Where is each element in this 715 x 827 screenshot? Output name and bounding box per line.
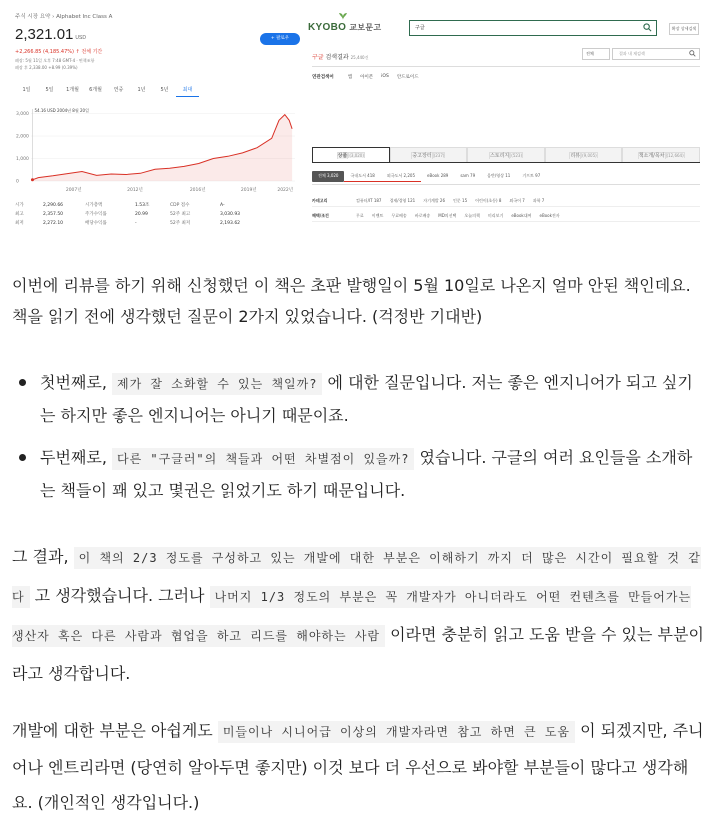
divider [312, 66, 700, 67]
filter-option[interactable]: 인문 15 [453, 198, 468, 203]
x-tick-label: 2012년 [127, 188, 143, 193]
text: 이 되겠지만, 주니어나 엔트리라면 (당연히 알아두면 좋지만) 이것 보다 더 우선으로 봐야할 부분들이 많다고 생각해요. (개인적인 생각입니다.) [12, 721, 704, 812]
stats-cell: 52주 최저 [170, 221, 191, 226]
tab-4[interactable] [545, 147, 623, 162]
tab-2[interactable] [390, 147, 468, 162]
tab-1[interactable] [312, 147, 390, 162]
filter-options [356, 195, 544, 206]
x-tick-label: 2007년 [65, 188, 82, 193]
tab-label: 책소개/목차 [638, 153, 665, 159]
text: 두번째로, [40, 448, 112, 467]
range-tabs [15, 86, 199, 97]
filter-option[interactable]: 자기계발 26 [423, 198, 446, 203]
related-keywords [312, 74, 419, 80]
stock-stats-table [15, 201, 300, 228]
stats-cell: 배당수익률 [85, 221, 107, 226]
price-change: +2,266.85 (4,185.47%) ↑ 전체 기간 [15, 49, 103, 55]
stats-cell: 최저 [15, 221, 24, 226]
stats-cell: 2,290.66 [43, 203, 64, 208]
inline-code: 이 책의 2/3 정도를 구성하고 있는 개발에 대한 부분은 이해하기 까지 더 많은 시간이 필요할 것 같다 [12, 547, 701, 608]
filter-label: 혜택/조건 [312, 213, 329, 218]
kyobo-logo[interactable] [308, 22, 381, 33]
price-currency: USD [75, 35, 86, 41]
question-list [12, 367, 704, 431]
sub-tab[interactable]: 기프트 97 [522, 173, 541, 178]
chart-tooltip: 54.16 USD 2004년 8월 20일 [34, 108, 89, 113]
screenshot-row [0, 0, 715, 237]
intro-paragraph: 이번에 리뷰를 하기 위해 신청했던 이 책은 초판 발행일이 5월 10일로 나온지 얼마 안된 책인데요. 책을 읽기 전에 생각했던 질문이 2가지 있었습니다. (걱정반 기대반) [12, 276, 691, 326]
result-title [312, 52, 368, 61]
filter-option[interactable]: 이벤트 [371, 213, 384, 218]
divider [312, 184, 700, 185]
kyobo-search-image [306, 8, 703, 230]
follow-button[interactable]: + 팔로우 [260, 33, 300, 45]
stats-cell: CDP 점수 [170, 203, 190, 208]
related-keyword-link[interactable]: 안드로이드 [396, 75, 419, 80]
filter-options [356, 210, 560, 221]
stats-cell: 3,030.93 [220, 212, 241, 217]
text: 이라면 충분히 읽고 도움 받을 수 있는 부분이라고 생각합니다. [12, 625, 704, 683]
in-result-placeholder: 결과 내 재검색 [619, 51, 645, 56]
range-tab[interactable]: 5일 [45, 87, 54, 93]
benefit-filter [312, 210, 700, 222]
tab-count: (523) [511, 153, 523, 158]
price-value: 2,321.01 [15, 26, 74, 43]
x-tick-label: 2019년 [240, 188, 257, 193]
detail-search-button[interactable]: 확장 상세검색 [669, 23, 699, 35]
stock-breadcrumb: 주식 시장 요약 › Alphabet Inc Class A [15, 14, 113, 20]
filter-option[interactable]: 경제/경영 121 [389, 198, 416, 203]
x-tick-label: 2016년 [189, 188, 206, 193]
filter-option[interactable]: 미리보기 [487, 213, 504, 218]
in-result-search-input[interactable] [612, 48, 700, 60]
logo-text: KYOBO [308, 22, 347, 33]
after-hours-info: 폐장 후 2,338.00 +8.99 (0.39%) [15, 65, 78, 70]
text: 고 생각했습니다. 그러나 [29, 586, 210, 605]
text: 첫번째로, [40, 373, 112, 392]
result-label: 검색결과 [323, 54, 349, 61]
filter-option[interactable]: eBook전자 [539, 213, 560, 218]
stats-row [15, 219, 300, 228]
inline-code: 나머지 1/3 정도의 부분은 꼭 개발자가 아니더라도 어떤 컨텐츠를 만들어가는 생산자 혹은 다른 사람과 협업을 하고 리드를 해야하는 사람 [12, 586, 691, 647]
tab-label: 리뷰 [570, 153, 581, 159]
search-icon[interactable] [643, 23, 652, 32]
stats-cell: 20.99 [135, 212, 148, 217]
tab-count: (3,020) [349, 153, 364, 158]
leaf-logo-icon [338, 12, 348, 20]
stats-cell: 52주 최고 [170, 212, 191, 217]
category-filter [312, 195, 700, 207]
result-paragraph [12, 538, 704, 692]
sub-tab[interactable]: 외국도서 2,205 [381, 171, 421, 182]
list-item [12, 367, 704, 431]
kyobo-search-input[interactable] [409, 20, 657, 36]
filter-option[interactable]: 무료배송 [391, 213, 407, 218]
tab-label: 상품 [337, 153, 348, 159]
stock-summary-image [12, 8, 304, 230]
y-tick-label: 0 [16, 179, 19, 185]
stats-row [15, 210, 300, 219]
filter-option[interactable]: MD의선택 [438, 213, 457, 218]
text: 에 대한 질문입니다. 저는 좋은 엔지니어가 되고 싶기는 하지만 좋은 엔지니어는 아니기 때문이죠. [40, 373, 693, 425]
sub-tab[interactable]: 음반/영상 11 [487, 173, 511, 178]
list-item [12, 442, 704, 506]
stock-price [15, 26, 86, 43]
related-keyword-link[interactable]: 아이폰 [360, 75, 374, 80]
related-label: 연관검색어 [312, 75, 334, 80]
filter-option[interactable]: eBook대여 [511, 213, 532, 218]
range-tab[interactable]: 6개월 [89, 87, 102, 93]
closing-info: 폐장: 5월 11일 오후 7:48 GMT-4 · 면책조항 [15, 58, 95, 63]
stats-cell: 1.53조 [135, 203, 150, 208]
result-main-tabs [312, 147, 700, 163]
stats-cell: 시가총액 [85, 203, 103, 208]
sub-tab[interactable]: sam 79 [460, 173, 476, 178]
stats-cell: A- [220, 203, 225, 208]
stats-row [15, 201, 300, 210]
tab-label: 중고장터 [412, 153, 432, 159]
scope-select[interactable]: 전체 [582, 48, 610, 60]
inline-code: 다른 "구글러"의 책들과 어떤 차별점이 있을까? [112, 448, 414, 470]
search-icon[interactable] [689, 50, 696, 57]
series-area [33, 115, 293, 181]
filter-option[interactable]: 컴퓨터/IT 187 [356, 198, 382, 203]
stats-cell: 2,272.10 [43, 221, 64, 226]
data-point [31, 178, 34, 181]
sub-tab[interactable]: eBook 289 [427, 173, 449, 178]
range-tab[interactable]: 최대 [176, 86, 199, 97]
stats-cell: - [135, 221, 137, 226]
y-tick-label: 3,000 [16, 112, 29, 117]
inline-code: 제가 잘 소화할 수 있는 책일까? [112, 373, 322, 395]
stats-cell: 주가수익률 [85, 212, 107, 217]
range-tab[interactable]: 연중 [113, 87, 124, 93]
filter-option[interactable]: 외국어 7 [509, 198, 525, 203]
filter-option[interactable]: 과학 7 [532, 198, 545, 203]
y-tick-label: 1,000 [16, 157, 29, 162]
filter-option[interactable]: 어린이(초등) 8 [475, 198, 502, 203]
filter-label: 카테고리 [312, 198, 328, 203]
sub-tab[interactable]: 전체 3,020 [312, 171, 344, 182]
result-keyword: 구글 [312, 54, 324, 61]
filter-option[interactable]: 무료 [356, 213, 364, 218]
logo-text-ko: 교보문고 [349, 23, 382, 32]
stats-cell: 최고 [15, 212, 24, 217]
stats-cell: 2,193.62 [220, 221, 241, 226]
inline-code: 미들이나 시니어급 이상의 개발자라면 참고 하면 큰 도움 [218, 721, 575, 743]
x-tick-label: 2022년 [277, 188, 294, 193]
sub-tab[interactable]: 국내도서 418 [344, 171, 380, 182]
range-tab[interactable]: 1일 [22, 87, 31, 93]
tab-count: (237) [433, 153, 445, 158]
y-tick-label: 2,000 [16, 134, 29, 140]
tab-label: 스토리지 [489, 153, 510, 159]
tab-5[interactable] [622, 147, 700, 162]
text: 그 결과, [12, 547, 74, 566]
question-list [12, 442, 704, 506]
stats-cell: 2,357.50 [43, 212, 64, 217]
result-sub-tabs [312, 171, 546, 182]
search-value: 구글 [415, 25, 425, 31]
filter-option[interactable]: 바로배송 [414, 213, 431, 218]
stock-price-chart [15, 103, 300, 193]
related-keyword-link[interactable]: 앱 [347, 75, 353, 80]
related-keyword-link[interactable]: iOS [381, 74, 389, 79]
filter-option[interactable]: 오늘의책 [464, 213, 480, 218]
tab-3[interactable] [467, 147, 545, 162]
stats-cell: 시가 [15, 203, 24, 208]
tab-count: (9,005) [582, 153, 597, 158]
range-tab[interactable]: 1개월 [66, 87, 79, 93]
closing-paragraph [12, 713, 704, 820]
range-tab[interactable]: 5년 [160, 87, 169, 93]
range-tab[interactable]: 1년 [137, 87, 146, 93]
tab-count: (12,664) [666, 153, 684, 158]
result-count: 25,440건 [350, 55, 369, 60]
text: 개발에 대한 부분은 아쉽게도 [12, 721, 218, 740]
text: 였습니다. 구글의 여러 요인들을 소개하는 책들이 꽤 있고 몇권은 읽었기도 하기 때문입니다. [40, 448, 693, 500]
